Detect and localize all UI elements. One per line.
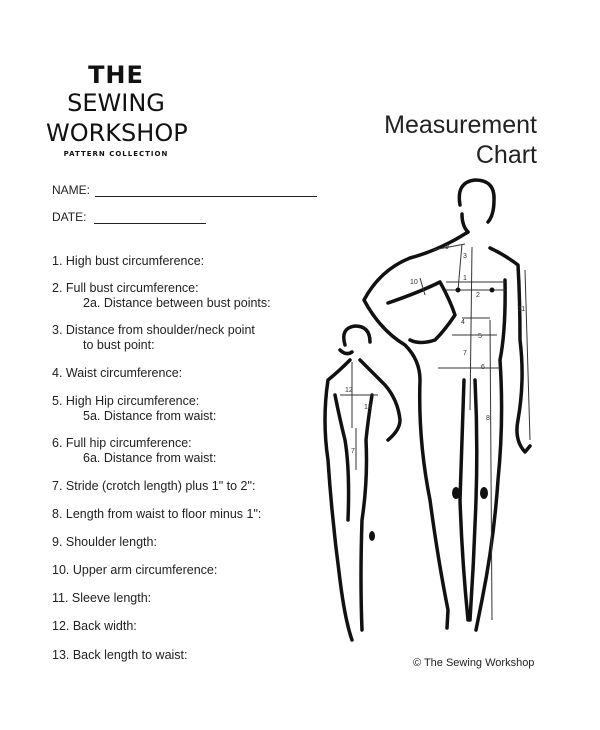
child-head bbox=[340, 326, 370, 354]
child-body bbox=[325, 360, 400, 640]
figure-label: 2 bbox=[476, 292, 480, 299]
item-continuation: to bust point: bbox=[83, 338, 155, 352]
date-label: DATE: bbox=[52, 210, 87, 224]
item-subtext: 5a. Distance from waist: bbox=[83, 409, 217, 423]
adult-inner-legs bbox=[460, 380, 477, 620]
item-subtext: 2a. Distance between bust points: bbox=[83, 296, 271, 310]
title-line-1: Measurement bbox=[384, 111, 537, 139]
item-text: 10. Upper arm circumference: bbox=[52, 563, 218, 577]
figure-label: 9 bbox=[445, 244, 449, 251]
item-text: 9. Shoulder length: bbox=[52, 535, 157, 549]
figure-label: 10 bbox=[410, 279, 418, 286]
item-text: 12. Back width: bbox=[52, 619, 137, 633]
logo-line-1: THE bbox=[88, 61, 144, 89]
figure-label: 6 bbox=[481, 364, 485, 371]
figure-label: 3 bbox=[463, 253, 467, 260]
copyright-footer: © The Sewing Workshop bbox=[413, 657, 535, 669]
item-text: 6. Full hip circumference: bbox=[52, 436, 192, 450]
item-text: 5. High Hip circumference: bbox=[52, 394, 200, 408]
figure-label: 8 bbox=[486, 415, 490, 422]
figure-label: 11 bbox=[518, 306, 526, 313]
item-text: 11. Sleeve length: bbox=[52, 591, 152, 605]
figure-label: 5 bbox=[478, 333, 482, 340]
adult-head bbox=[459, 180, 494, 232]
figure-label: 12 bbox=[345, 387, 353, 394]
logo-line-3: WORKSHOP bbox=[46, 119, 188, 147]
title-line-2: Chart bbox=[475, 141, 537, 169]
item-text: 8. Length from waist to floor minus 1": bbox=[52, 507, 262, 521]
item-subtext: 6a. Distance from waist: bbox=[83, 451, 217, 465]
figure-label: 7 bbox=[463, 350, 467, 357]
item-text: 2. Full bust circumference: bbox=[52, 281, 199, 295]
figure-label: 1 bbox=[463, 275, 467, 282]
item-text: 13. Back length to waist: bbox=[52, 648, 188, 662]
logo-tagline: PATTERN COLLECTION bbox=[63, 150, 169, 158]
figure-label: 4 bbox=[461, 319, 465, 326]
figure-label: 13 bbox=[364, 404, 372, 411]
adult-arm-inner bbox=[388, 282, 455, 343]
item-text: 3. Distance from shoulder/neck point bbox=[52, 323, 255, 337]
logo-line-2: SEWING bbox=[67, 89, 165, 117]
item-text: 7. Stride (crotch length) plus 1" to 2": bbox=[52, 479, 256, 493]
item-text: 4. Waist circumference: bbox=[52, 366, 183, 380]
item-text: 1. High bust circumference: bbox=[52, 254, 205, 268]
name-label: NAME: bbox=[52, 183, 91, 197]
figure-label: 7 bbox=[351, 448, 355, 455]
